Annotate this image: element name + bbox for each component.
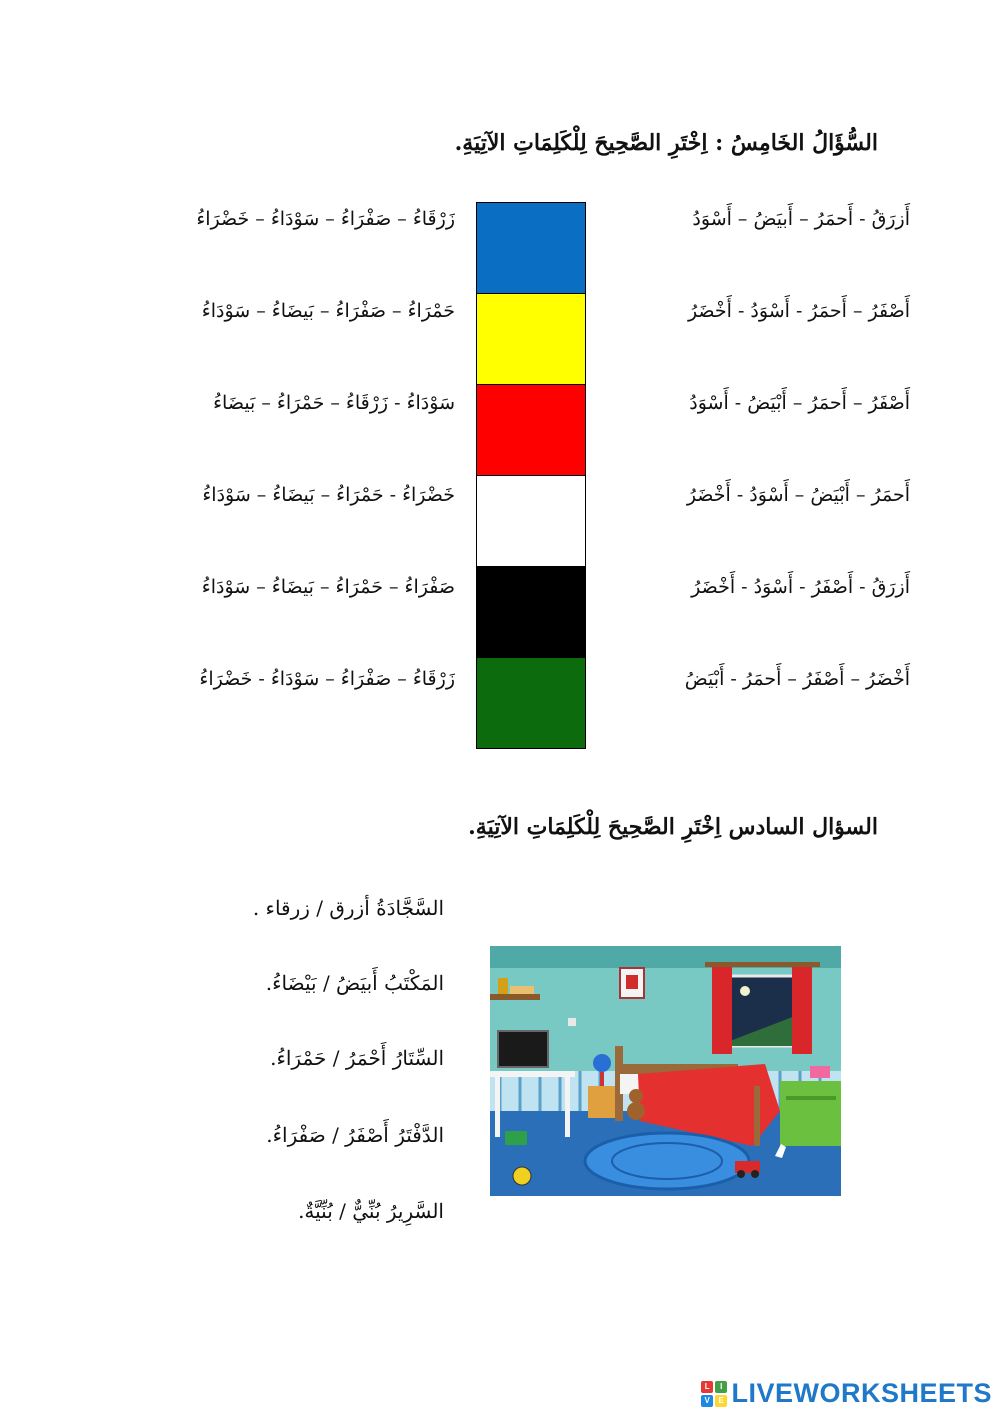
sentence-bed[interactable]: السَّرِيرُ بُنِّيٌّ / بُنِّيَّةٌ. [298, 1199, 444, 1223]
color-swatch-yellow [477, 294, 585, 385]
color-swatch-blue [477, 203, 585, 294]
sentence-desk[interactable]: المَكْتَبُ أَبيَضُ / بَيْضَاءُ. [265, 971, 444, 995]
options-left-row-4[interactable]: خَضْرَاءُ - حَمْرَاءُ – بَيضَاءُ – سَوْدَاءُ [202, 484, 455, 506]
liveworksheets-brand [701, 1378, 992, 1409]
options-left-row-2[interactable]: حَمْرَاءُ – صَفْرَاءُ – بَيضَاءُ – سَوْدَاءُ [201, 300, 455, 322]
brand-name: LIVEWORKSHEETS [731, 1378, 992, 1408]
options-right-row-6[interactable]: أَخْضَرُ – أَصْفَرُ – أَحمَرُ - أَبْيَضُ [684, 668, 910, 690]
color-swatch-red [477, 385, 585, 476]
options-right-row-2[interactable]: أَصْفَرُ – أَحمَرُ - أَسْوَدُ - أَخْضَرُ [687, 300, 910, 322]
options-right-row-1[interactable]: أَزرَقُ - أَحمَرُ – أَبيَضُ – أَسْوَدُ [692, 208, 910, 230]
question-5-title: السُّؤَالُ الخَامِسُ : اِخْتَرِ الصَّحِيحَ لِلْكَلِمَاتِ الآتِيَةِ. [454, 130, 878, 156]
options-left-row-6[interactable]: زَرْقَاءُ – صَفْرَاءُ – سَوْدَاءُ - خَضْرَاءُ [199, 668, 455, 690]
options-left-row-1[interactable]: زَرْقَاءُ – صَفْرَاءُ – سَوْدَاءُ – خَضْرَاءُ [196, 208, 455, 230]
bedroom-illustration [490, 946, 841, 1196]
options-right-row-4[interactable]: أَحمَرُ – أَبْيَضُ – أَسْوَدُ - أَخْضَرُ [686, 484, 910, 506]
color-swatch-white [477, 476, 585, 567]
question-6-title: السؤال السادس اِخْتَرِ الصَّحِيحَ لِلْكَلِمَاتِ الآتِيَةِ. [468, 814, 878, 840]
options-right-row-3[interactable]: أَصْفَرُ – أَحمَرُ – أَبْيَضُ - أَسْوَدُ [689, 392, 910, 414]
liveworksheets-logo-icon: L I V E [701, 1381, 727, 1407]
options-left-row-3[interactable]: سَوْدَاءُ - زَرْقَاءُ – حَمْرَاءُ – بَيضَاءُ [213, 392, 455, 414]
sentence-carpet[interactable]: السَّجَّادَةُ أزرق / زرقاء . [252, 896, 444, 920]
options-left-row-5[interactable]: صَفْرَاءُ – حَمْرَاءُ – بَيضَاءُ – سَوْدَاءُ [201, 576, 455, 598]
sentence-notebook[interactable]: الدَّفْتَرُ أَصْفَرُ / صَفْرَاءُ. [266, 1123, 444, 1147]
color-swatch-green [477, 658, 585, 748]
color-swatch-black [477, 567, 585, 658]
options-right-row-5[interactable]: أَزرَقُ - أَصْفَرُ - أَسْوَدُ - أَخْضَرُ [691, 576, 910, 598]
color-swatch-column [476, 202, 586, 749]
sentence-curtain[interactable]: السِّتَارُ أَحْمَرُ / حَمْرَاءُ. [270, 1046, 444, 1070]
